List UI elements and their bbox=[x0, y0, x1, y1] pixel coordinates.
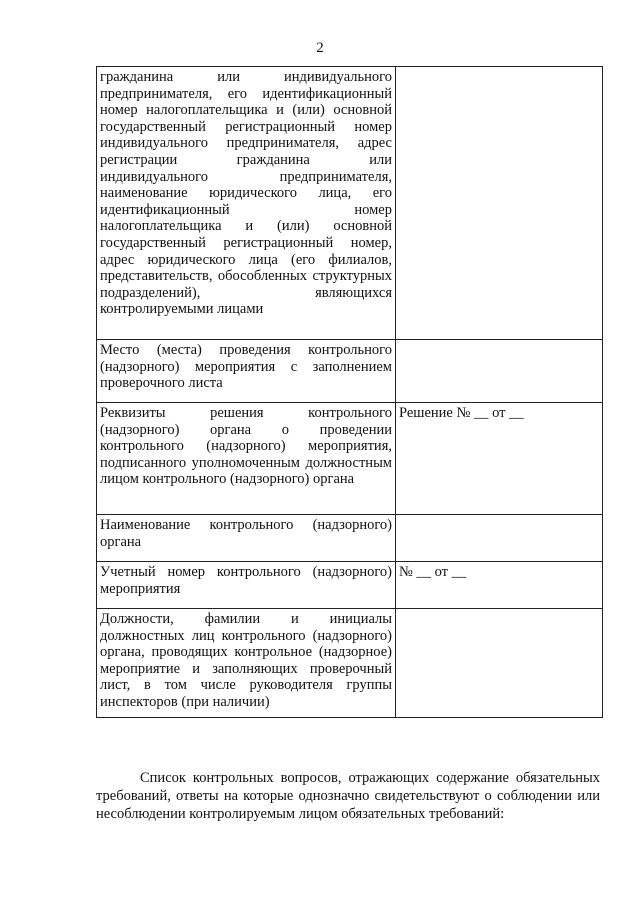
table-row bbox=[97, 562, 603, 609]
page-number: 2 bbox=[316, 40, 324, 56]
row-label: Наименование контрольного (надзорного) органа bbox=[97, 515, 396, 562]
row-label: Место (места) проведения контрольного (надзорного) мероприятия с заполнением проверочного листа bbox=[97, 340, 396, 403]
table-row bbox=[97, 340, 603, 403]
row-label: Учетный номер контрольного (надзорного) мероприятия bbox=[97, 562, 396, 609]
row-label: Должности, фамилии и инициалы должностных лиц контрольного (надзорного) органа, проводящих контрольное (надзорное) мероприятие и заполняющих проверочный лист, в том числе руководителя группы инспекторов (при наличии) bbox=[97, 609, 396, 718]
row-value bbox=[396, 340, 603, 403]
row-value bbox=[396, 609, 603, 718]
row-label: гражданина или индивидуального предпринимателя, его идентификационный номер налогоплательщика и (или) основной государственный регистрационный номер индивидуального предпринимателя, адрес регистрации гражданина или индивидуального предпринимателя, наименование юридического лица, его идентификационный номер налогоплательщика и (или) основной государственный регистрационный номер, адрес юридического лица (его филиалов, представительств, обособленных структурных подразделений), являющихся контролируемыми лицами bbox=[97, 67, 396, 340]
table-row bbox=[97, 403, 603, 515]
table-row bbox=[97, 515, 603, 562]
inspection-details-table bbox=[96, 66, 603, 718]
row-value: № __ от __ bbox=[396, 562, 603, 609]
table-row bbox=[97, 67, 603, 340]
row-value bbox=[396, 67, 603, 340]
table-row bbox=[97, 609, 603, 718]
row-label: Реквизиты решения контрольного (надзорного) органа о проведении контрольного (надзорного) мероприятия, подписанного уполномоченным должностным лицом контрольного (надзорного) органа bbox=[97, 403, 396, 515]
row-value: Решение № __ от __ bbox=[396, 403, 603, 515]
checklist-intro-paragraph: Список контрольных вопросов, отражающих содержание обязательных требований, ответы на которые однозначно свидетельствуют о соблюдении или несоблюдении контролируемым лицом обязательных требований: bbox=[96, 769, 600, 822]
row-value bbox=[396, 515, 603, 562]
